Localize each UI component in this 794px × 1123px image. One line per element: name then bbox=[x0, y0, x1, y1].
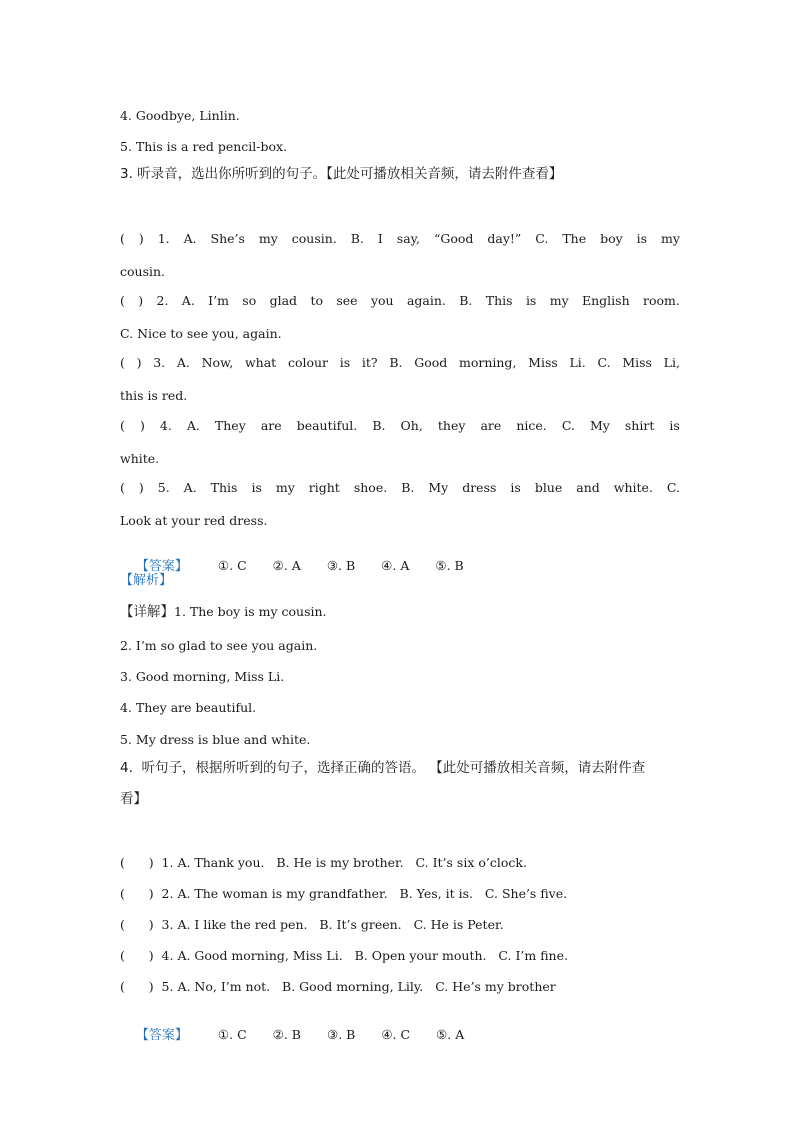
answer-5: ⑤. A bbox=[436, 1027, 465, 1042]
item-word: ( bbox=[120, 293, 125, 308]
item-word: 1. bbox=[157, 231, 170, 246]
question-4-item: ( ) 2. A. The woman is my grandfather. B. Yes, it is. C. She’s five. bbox=[120, 886, 568, 901]
answer-2: ②. A bbox=[272, 558, 301, 573]
item-word: C. bbox=[666, 480, 680, 495]
item-word: ) bbox=[138, 480, 144, 495]
detail-text: 1. The boy is my cousin. bbox=[174, 604, 327, 619]
question-3-item bbox=[120, 480, 680, 496]
item-word: 4. bbox=[159, 418, 172, 433]
question-4-answer bbox=[120, 1011, 464, 1060]
item-word: The bbox=[562, 231, 587, 246]
answer-1: ①. C bbox=[217, 1027, 247, 1042]
question-4-item: ( ) 1. A. Thank you. B. He is my brother. C. It’s six o’clock. bbox=[120, 855, 527, 870]
item-word: My bbox=[589, 418, 610, 433]
item-word: Oh, bbox=[400, 418, 423, 433]
item-word: B. bbox=[350, 231, 364, 246]
item-word: you bbox=[370, 293, 394, 308]
item-word: Li, bbox=[663, 355, 680, 370]
item-word: 5. bbox=[157, 480, 170, 495]
question-3-item bbox=[120, 231, 680, 247]
item-word: “Good bbox=[433, 231, 474, 246]
item-word: B. bbox=[459, 293, 473, 308]
item-word: it? bbox=[361, 355, 378, 370]
item-word: is bbox=[669, 418, 680, 433]
detail-line: 4. They are beautiful. bbox=[120, 700, 257, 715]
answer-tag: 【答案】 bbox=[135, 1028, 188, 1043]
detail-line: 2. I’m so glad to see you again. bbox=[120, 638, 318, 653]
item-word: beautiful. bbox=[296, 418, 358, 433]
item-word: Miss bbox=[622, 355, 652, 370]
item-word: say, bbox=[396, 231, 421, 246]
item-word: ( bbox=[120, 418, 125, 433]
item-word: C. bbox=[535, 231, 549, 246]
item-word: to bbox=[310, 293, 323, 308]
item-word: A. bbox=[181, 293, 195, 308]
item-word: so bbox=[242, 293, 257, 308]
text-line: 5. This is a red pencil-box. bbox=[120, 139, 288, 154]
item-word: A. bbox=[186, 418, 200, 433]
item-word: blue bbox=[534, 480, 563, 495]
item-word: 2. bbox=[156, 293, 169, 308]
answer-3: ③. B bbox=[326, 558, 356, 573]
question-3-item-cont: Look at your red dress. bbox=[120, 513, 268, 528]
item-word: is bbox=[339, 355, 351, 370]
item-word: ) bbox=[138, 231, 144, 246]
answer-3: ③. B bbox=[326, 1027, 356, 1042]
item-word: A. bbox=[183, 231, 197, 246]
question-3-item-cont: C. Nice to see you, again. bbox=[120, 326, 282, 341]
item-word: Li. bbox=[569, 355, 586, 370]
item-word: Good bbox=[414, 355, 448, 370]
item-word: ( bbox=[120, 231, 125, 246]
item-word: She’s bbox=[210, 231, 245, 246]
answer-5: ⑤. B bbox=[435, 558, 464, 573]
item-word: again. bbox=[406, 293, 446, 308]
item-word: is bbox=[636, 231, 648, 246]
question-4-item: ( ) 4. A. Good morning, Miss Li. B. Open your mouth. C. I’m fine. bbox=[120, 948, 568, 963]
answer-tag: 【答案】 bbox=[135, 559, 188, 574]
answer-4: ④. C bbox=[381, 1027, 411, 1042]
question-4-heading-cont: 看】 bbox=[120, 791, 147, 807]
detail-tag: 【详解】 bbox=[120, 604, 174, 620]
item-word: is bbox=[251, 480, 262, 495]
item-word: I bbox=[377, 231, 383, 246]
answer-1: ①. C bbox=[217, 558, 247, 573]
item-word: are bbox=[480, 418, 502, 433]
item-word: dress bbox=[462, 480, 497, 495]
item-word: This bbox=[485, 293, 513, 308]
item-word: ) bbox=[138, 293, 144, 308]
item-word: I’m bbox=[208, 293, 229, 308]
item-word: shoe. bbox=[353, 480, 388, 495]
answer-4: ④. A bbox=[381, 558, 410, 573]
question-3-item-cont: cousin. bbox=[120, 264, 166, 279]
question-4-heading: 4. 听句子，根据所听到的句子，选择正确的答语。 【此处可播放相关音频，请去附件查 bbox=[120, 760, 646, 776]
item-word: colour bbox=[287, 355, 329, 370]
item-word: room. bbox=[643, 293, 680, 308]
item-word: B. bbox=[401, 480, 415, 495]
item-word: ( bbox=[120, 355, 125, 370]
item-word: white. bbox=[613, 480, 653, 495]
item-word: what bbox=[244, 355, 277, 370]
item-word: my bbox=[549, 293, 569, 308]
question-3-item bbox=[120, 418, 680, 434]
text-line: 4. Goodbye, Linlin. bbox=[120, 108, 240, 123]
item-word: ( bbox=[120, 480, 125, 495]
item-word: My bbox=[428, 480, 449, 495]
item-word: B. bbox=[372, 418, 386, 433]
detail-line: 3. Good morning, Miss Li. bbox=[120, 669, 285, 684]
item-word: A. bbox=[176, 355, 190, 370]
item-word: my bbox=[660, 231, 680, 246]
question-3-heading: 3. 听录音，选出你所听到的句子。【此处可播放相关音频，请去附件查看】 bbox=[120, 166, 563, 182]
item-word: my bbox=[258, 231, 278, 246]
question-4-item: ( ) 3. A. I like the red pen. B. It’s green. C. He is Peter. bbox=[120, 917, 504, 932]
item-word: B. bbox=[389, 355, 403, 370]
item-word: day!” bbox=[487, 231, 522, 246]
item-word: This bbox=[210, 480, 238, 495]
item-word: nice. bbox=[516, 418, 547, 433]
answer-2: ②. B bbox=[272, 1027, 301, 1042]
item-word: glad bbox=[269, 293, 298, 308]
item-word: and bbox=[576, 480, 600, 495]
item-word: 3. bbox=[153, 355, 166, 370]
item-word: shirt bbox=[624, 418, 655, 433]
question-4-item: ( ) 5. A. No, I’m not. B. Good morning, Lily. C. He’s my brother bbox=[120, 979, 556, 994]
item-word: are bbox=[260, 418, 282, 433]
item-word: see bbox=[336, 293, 358, 308]
item-word: C. bbox=[561, 418, 575, 433]
item-word: Now, bbox=[201, 355, 234, 370]
item-word: they bbox=[437, 418, 466, 433]
item-word: my bbox=[275, 480, 295, 495]
analysis-tag: 【解析】 bbox=[120, 573, 173, 588]
item-word: Miss bbox=[528, 355, 558, 370]
item-word: ) bbox=[139, 418, 145, 433]
question-3-item-cont: this is red. bbox=[120, 388, 188, 403]
detail-line: 5. My dress is blue and white. bbox=[120, 732, 311, 747]
item-word: They bbox=[214, 418, 246, 433]
question-3-item-cont: white. bbox=[120, 451, 160, 466]
item-word: C. bbox=[597, 355, 611, 370]
item-word: ) bbox=[136, 355, 142, 370]
item-word: is bbox=[525, 293, 537, 308]
question-3-item bbox=[120, 355, 680, 371]
item-word: cousin. bbox=[291, 231, 337, 246]
item-word: morning, bbox=[458, 355, 517, 370]
item-word: is bbox=[510, 480, 521, 495]
detail-line bbox=[120, 604, 327, 620]
item-word: boy bbox=[600, 231, 623, 246]
question-3-item bbox=[120, 293, 680, 309]
item-word: English bbox=[582, 293, 630, 308]
item-word: right bbox=[308, 480, 340, 495]
item-word: A. bbox=[183, 480, 197, 495]
